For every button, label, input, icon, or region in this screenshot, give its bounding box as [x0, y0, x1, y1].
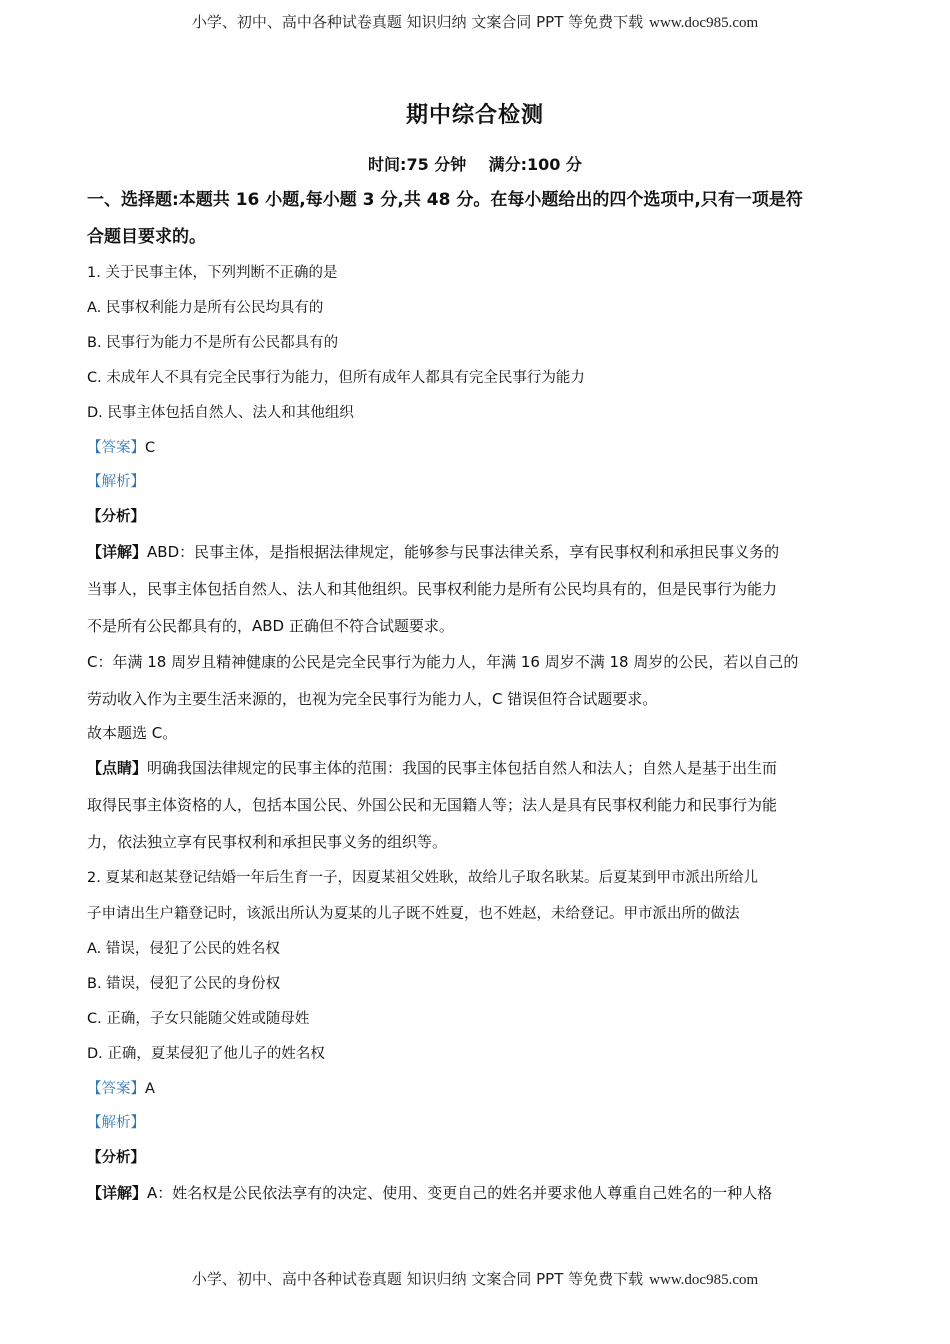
header-banner — [0, 11, 950, 32]
q1-stem: 1. 关于民事主体，下列判断不正确的是 — [87, 265, 338, 281]
detail-text: A：姓名权是公民依法享有的决定、使用、变更自己的姓名并要求他人尊重自己姓名的一种人格 — [147, 1184, 773, 1202]
q1-detail-line-2: 当事人，民事主体包括自然人、法人和其他组织。民事权利能力是所有公民均具有的，但是民事行为能力 — [87, 580, 778, 598]
section-heading-line-2: 合题目要求的。 — [87, 227, 206, 247]
q2-option-c: C. 正确，子女只能随父姓或随母姓 — [87, 1011, 310, 1027]
q2-jiexi-tag: 【解析】 — [87, 1115, 145, 1131]
banner-site-link[interactable]: www.doc985.com — [649, 15, 759, 31]
q1-option-c: C. 未成年人不具有完全民事行为能力，但所有成年人都具有完全民事行为能力 — [87, 370, 585, 386]
q2-answer — [87, 1078, 877, 1100]
q1-jiexi-tag: 【解析】 — [87, 474, 145, 490]
answer-value: C — [145, 440, 156, 456]
q2-detail-line-1 — [87, 1182, 877, 1204]
page-title: 期中综合检测 — [405, 103, 544, 128]
banner-text: 小学、初中、高中各种试卷真题 知识归纳 文案合同 PPT 等免费下载 — [191, 13, 644, 31]
q2-option-b: B. 错误，侵犯了公民的身份权 — [87, 976, 281, 992]
q1-answer — [87, 437, 877, 459]
banner-site-link[interactable]: www.doc985.com — [649, 1272, 759, 1288]
q1-option-d: D. 民事主体包括自然人、法人和其他组织 — [87, 405, 354, 421]
q1-option-a: A. 民事权利能力是所有公民均具有的 — [87, 300, 324, 316]
q1-dianjing-line-3: 力，依法独立享有民事权利和承担民事义务的组织等。 — [87, 833, 448, 851]
answer-value: A — [145, 1081, 155, 1097]
dianjing-text: 明确我国法律规定的民事主体的范围：我国的民事主体包括自然人和法人；自然人是基于出生而 — [147, 759, 778, 777]
q2-stem-line-1: 2. 夏某和赵某登记结婚一年后生育一子，因夏某祖父姓耿，故给儿子取名耿某。后夏某到甲市派出所给儿 — [87, 870, 758, 886]
answer-tag: 【答案】 — [87, 440, 145, 456]
q2-option-a: A. 错误，侵犯了公民的姓名权 — [87, 941, 280, 957]
q1-detail-line-6: 故本题选 C。 — [87, 724, 178, 742]
detail-tag: 【详解】 — [87, 543, 148, 561]
q2-stem-line-2: 子申请出生户籍登记时，该派出所认为夏某的儿子既不姓夏，也不姓赵，未给登记。甲市派出所的做法 — [87, 906, 740, 922]
q1-detail-line-4: C：年满 18 周岁且精神健康的公民是完全民事行为能力人，年满 16 周岁不满 18 周岁的公民，若以自己的 — [87, 653, 799, 671]
answer-tag: 【答案】 — [87, 1081, 145, 1097]
banner-text: 小学、初中、高中各种试卷真题 知识归纳 文案合同 PPT 等免费下载 — [191, 1270, 644, 1288]
detail-text: ABD：民事主体，是指根据法律规定，能够参与民事法律关系，享有民事权利和承担民事义务的 — [147, 543, 780, 561]
footer-banner — [0, 1268, 950, 1289]
q1-dianjing-line-2: 取得民事主体资格的人，包括本国公民、外国公民和无国籍人等；法人是具有民事权利能力和民事行为能 — [87, 796, 778, 814]
section-heading-line-1: 一、选择题:本题共 16 小题,每小题 3 分,共 48 分。在每小题给出的四个选项中,只有一项是符 — [87, 190, 803, 210]
q1-detail-line-1 — [87, 541, 877, 563]
exam-info: 时间:75 分钟 满分:100 分 — [368, 155, 582, 174]
q2-fenxi-tag: 【分析】 — [87, 1150, 145, 1166]
q1-detail-line-3: 不是所有公民都具有的，ABD 正确但不符合试题要求。 — [87, 617, 454, 635]
q1-detail-line-5: 劳动收入作为主要生活来源的，也视为完全民事行为能力人，C 错误但符合试题要求。 — [87, 690, 658, 708]
dianjing-tag: 【点睛】 — [87, 759, 148, 777]
detail-tag: 【详解】 — [87, 1184, 148, 1202]
q1-option-b: B. 民事行为能力不是所有公民都具有的 — [87, 335, 339, 351]
q2-option-d: D. 正确，夏某侵犯了他儿子的姓名权 — [87, 1046, 325, 1062]
q1-fenxi-tag: 【分析】 — [87, 509, 145, 525]
q1-dianjing-line-1 — [87, 757, 877, 779]
